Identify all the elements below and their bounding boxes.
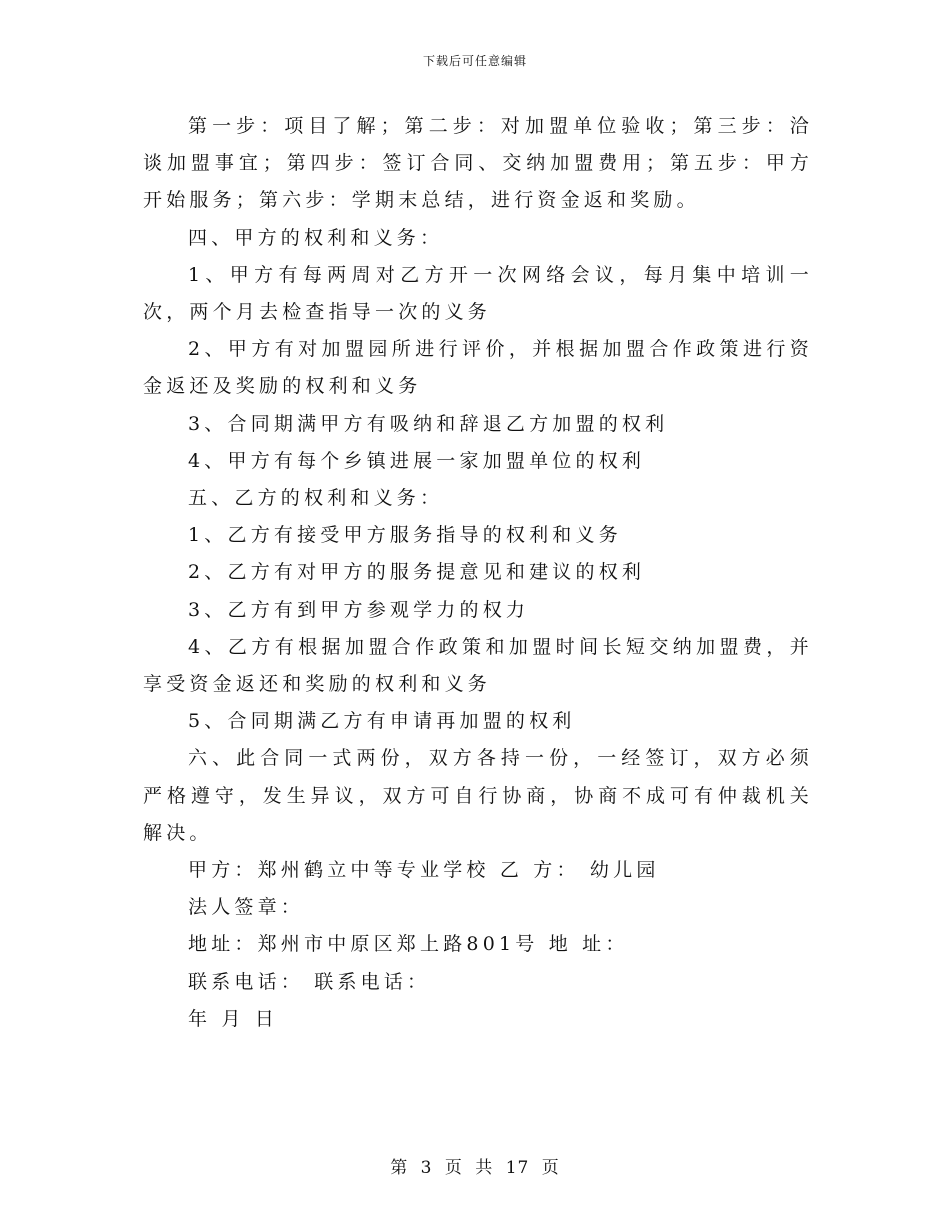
document-body <box>143 108 813 1038</box>
party-a-clause-2: 2、甲方有对加盟园所进行评价，并根据加盟合作政策进行资金返还及奖励的权利和义务 <box>143 338 813 398</box>
section-copies-clause: 六、此合同一式两份，双方各持一份，一经签订，双方必须严格遵守，发生异议，双方可自行协商，协商不成可有仲裁机关解决。 <box>143 747 813 844</box>
legal-seal-line: 法人签章： <box>188 896 305 919</box>
party-b-clause-1: 1、乙方有接受甲方服务指导的权利和义务 <box>188 524 622 547</box>
party-b-clause-3: 3、乙方有到甲方参观学力的权力 <box>188 598 530 621</box>
paragraph-steps: 第一步：项目了解；第二步：对加盟单位验收；第三步：洽谈加盟事宜；第四步：签订合同、交纳加盟费用；第五步：甲方开始服务；第六步：学期末总结，进行资金返和奖励。 <box>143 115 813 212</box>
page-header: 下载后可任意编辑 <box>422 54 527 68</box>
section-heading-party-a: 四、甲方的权利和义务： <box>188 226 444 249</box>
section-heading-party-b: 五、乙方的权利和义务： <box>188 487 444 510</box>
party-a-clause-4: 4、甲方有每个乡镇进展一家加盟单位的权利 <box>188 449 646 472</box>
party-a-clause-1: 1、甲方有每两周对乙方开一次网络会议，每月集中培训一次，两个月去检查指导一次的义务 <box>143 263 813 324</box>
address-line: 地址：郑州市中原区郑上路801号 地 址： <box>188 933 629 956</box>
party-b-clause-2: 2、乙方有对甲方的服务提意见和建议的权利 <box>188 561 646 584</box>
party-b-clause-5: 5、合同期满乙方有申请再加盟的权利 <box>188 710 576 733</box>
phone-line: 联系电话： 联系电话： <box>188 970 431 993</box>
page-number-footer: 第 3 页 共 17 页 <box>390 1158 560 1178</box>
party-b-clause-4: 4、乙方有根据加盟合作政策和加盟时间长短交纳加盟费，并享受资金返还和奖励的权利和义务 <box>143 635 813 696</box>
signature-parties-line: 甲方：郑州鹤立中等专业学校 乙 方： 幼儿园 <box>188 859 660 882</box>
party-a-clause-3: 3、合同期满甲方有吸纳和辞退乙方加盟的权利 <box>188 412 669 435</box>
date-line: 年 月 日 <box>188 1007 279 1030</box>
